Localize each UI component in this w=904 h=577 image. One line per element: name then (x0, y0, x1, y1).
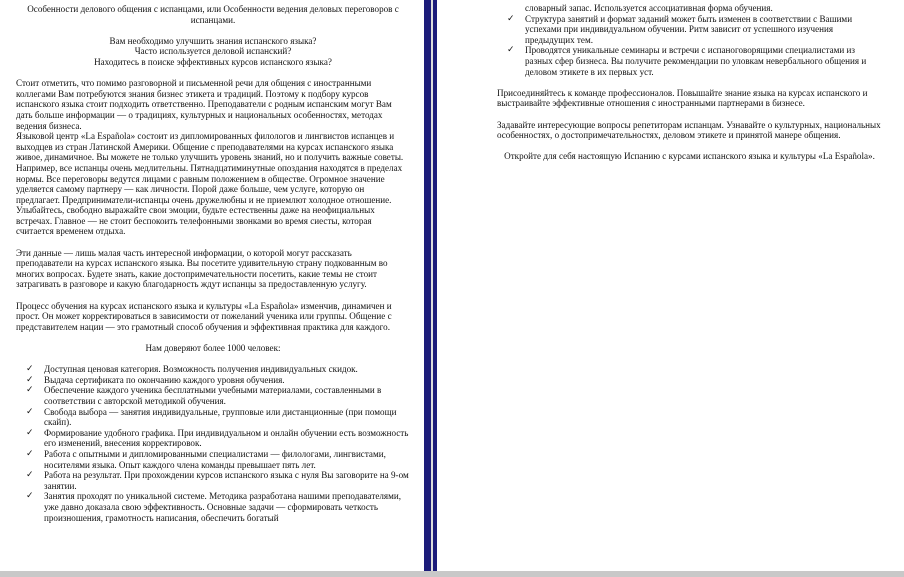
list-item-continued: словарный запас. Используется ассоциативная форма обучения. (525, 3, 773, 13)
checkmark-icon: ✓ (26, 448, 34, 459)
paragraph-example: Например, все испанцы очень медлительны. Пятнадцатиминутные опоздания находятся в пределах нормы. Все переговоры ведутся лицами с равным положением в обществе. Огромное значение уделяется самому партнеру — как личности. Порой даже больше, чем услуге, которую он предлагает. Предприниматели-испанцы очень дружелюбны и не приемлют холодное отношение. Улыбайтесь, свободно выражайте свои эмоции, будьте естественны даже на неофициальных встречах. Главное — не стоит беспокоить телефонными звонками во время сиесты, которая считается временем отдыха. (16, 162, 403, 237)
checkmark-icon: ✓ (26, 427, 34, 438)
trust-heading: Нам доверяют более 1000 человек: (145, 343, 281, 353)
gutter-divider (431, 0, 433, 571)
list-item: ✓ Работа с опытными и дипломированными специалистами — филологами, лингвистами, носителями языка. Опыт каждого члена команды превышает пять лет. (26, 448, 386, 470)
benefits-list (16, 364, 410, 523)
question-1: Вам необходимо улучшить знания испанского языка? (109, 35, 317, 46)
document-page-left (0, 0, 424, 571)
checkmark-icon: ✓ (507, 13, 515, 24)
paragraph-info: Эти данные — лишь малая часть интересной информации, о которой могут рассказать преподаватели на курсах испанского языка. Вы посетите удивительную страну подкованным во многих вопросах. Будете знать, какие достопримечательности посетить, какие темы не стоит затрагивать в разговоре и какую благодарность ждут испанцы за предоставленную услугу. (16, 247, 388, 290)
list-item: ✓ Проводятся уникальные семинары и встречи с испаноговорящими специалистами из разных сфер бизнеса. Вы получите рекомендации по уловкам невербального общения и деловом этикете в их первых уст. (507, 45, 867, 77)
paragraph-questions: Задавайте интересующие вопросы репетиторам испанцам. Узнавайте о культурных, национальных особенностях, о достопримечательностях, деловом этикете и принятой манере общения. (497, 119, 881, 141)
checkmark-icon: ✓ (26, 374, 34, 385)
list-item: ✓ Выдача сертификата по окончанию каждого уровня обучения. (26, 374, 285, 385)
checkmark-icon: ✓ (26, 385, 34, 396)
checkmark-icon: ✓ (26, 406, 34, 417)
document-page-right (437, 0, 904, 571)
document-title: Особенности делового общения с испанцами, или Особенности ведения деловых переговоров с испанцами. (27, 4, 399, 25)
paragraph-process: Процесс обучения на курсах испанского языка и культуры «La Española» изменчив, динамичен и прост. Он может корректироваться в зависимости от пожеланий ученика или группы. Общение с представителем нации — это грамотный способ обучения и эффективная практика для каждого. (16, 300, 392, 332)
list-item: ✓ Формирование удобного графика. При индивидуальном и онлайн обучении есть возможность его изменений, внесения корректировок. (26, 427, 409, 449)
question-3: Находитесь в поиске эффективных курсов испанского языка? (94, 56, 332, 67)
checkmark-icon: ✓ (26, 470, 34, 481)
closing-line: Откройте для себя настоящую Испанию с курсами испанского языка и культуры «La Española». (504, 151, 875, 162)
paragraph-join: Присоединяйтесь к команде профессионалов. Повышайте знание языка на курсах испанского и выстраивайте эффективные отношения с иностранными партнерами в бизнесе. (497, 87, 868, 109)
list-item: ✓ Доступная ценовая категория. Возможность получения индивидуальных скидок. (26, 364, 358, 375)
benefits-list-continued (497, 3, 882, 77)
question-2: Часто используется деловой испанский? (134, 46, 292, 57)
paragraph-etiquette: Стоит отметить, что помимо разговорной и письменной речи для общения с иностранными коллегами Вам потребуются знания бизнес этикета и традиций. Поэтому к подбору курсов испанского языка стоит подходить ответственно. Преподаватели с родным испанским могут Вам дать больше информации — о традициях, культурных и национальных особенностях, методах ведения бизнеса. (16, 78, 392, 131)
checkmark-icon: ✓ (507, 45, 515, 56)
list-item: ✓ Работа на результат. При прохождении курсов испанского языка с нуля Вы заговорите на 9-ом занятии. (26, 470, 409, 491)
list-item: ✓ Занятия проходят по уникальной системе. Методика разработана нашими преподавателями, уже давно доказала свою эффективность. Основные задачи — сформировать четкость произношения, грамотность написания, обеспечить богатый (26, 491, 401, 523)
horizontal-scrollbar[interactable] (0, 571, 904, 577)
list-item: ✓ Структура занятий и формат заданий может быть изменен в соответствии с Вашими успехами при индивидуальном обучении. Ритм зависит от успешного изучения предыдущих тем. (507, 13, 853, 45)
paragraph-center: Языковой центр «La Española» состоит из дипломированных филологов и лингвистов испанцев и выходцев из стран Латинской Америки. Общение с преподавателями на курсах испанского языка живое, динамичное. Вы можете не только улучшить уровень знаний, но и получить важные советы. (16, 131, 404, 163)
list-item: ✓ Свобода выбора — занятия индивидуальные, групповые или дистанционные (при помощи скайп). (26, 406, 397, 428)
checkmark-icon: ✓ (26, 491, 34, 502)
list-item: ✓ Обеспечение каждого ученика бесплатными учебными материалами, составленными в соответствии с авторской методикой обучения. (26, 385, 382, 406)
checkmark-icon: ✓ (26, 364, 34, 375)
